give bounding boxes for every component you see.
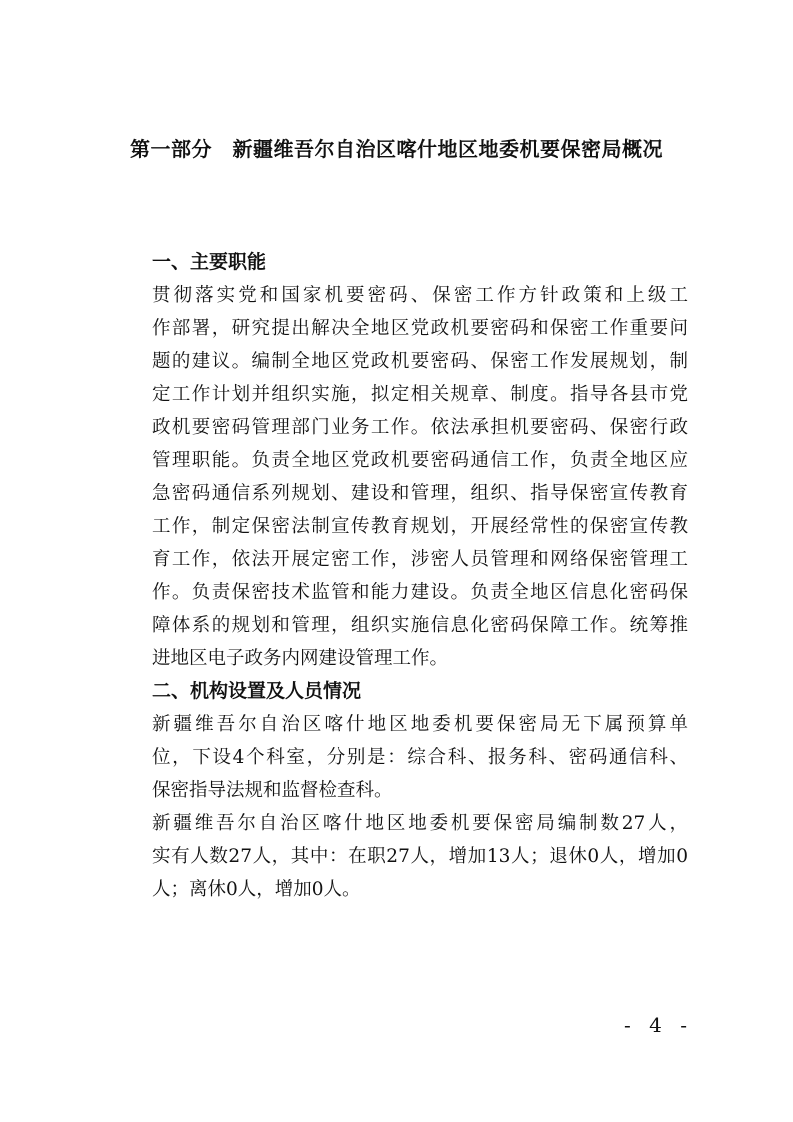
text-line: 工作，制定保密法制宣传教育规划，开展经常性的保密宣传教 [152,516,688,537]
paragraph-main-functions [116,279,688,675]
text-line: 政机要密码管理部门业务工作。依法承担机要密码、保密行政 [152,417,688,438]
paragraph-organization [116,708,688,807]
text-line: 题的建议。编制全地区党政机要密码、保密工作发展规划，制 [152,351,688,372]
text-line: 人；离休0人，增加0人。 [152,879,361,900]
text-line: 新疆维吾尔自治区喀什地区地委机要保密局无下属预算单 [152,714,688,735]
text-line: 进地区电子政务内网建设管理工作。 [152,648,449,669]
text-line: 保密指导法规和监督检查科。 [152,780,393,801]
section-heading-organization-staff: 二、机构设置及人员情况 [152,680,362,702]
document-title: 第一部分 新疆维吾尔自治区喀什地区地委机要保密局概况 [130,137,663,161]
text-line: 障体系的规划和管理，组织实施信息化密码保障工作。统筹推 [152,615,688,636]
text-line: 贯彻落实党和国家机要密码、保密工作方针政策和上级工 [152,285,688,306]
text-line: 作。负责保密技术监管和能力建设。负责全地区信息化密码保 [152,582,688,603]
text-line: 实有人数27人，其中：在职27人，增加13人；退休0人，增加0 [152,846,688,867]
paragraph-staffing [116,807,688,906]
text-line: 育工作，依法开展定密工作，涉密人员管理和网络保密管理工 [152,549,688,570]
text-line: 新疆维吾尔自治区喀什地区地委机要保密局编制数27人， [152,813,688,834]
section-heading-main-functions: 一、主要职能 [152,251,267,273]
text-line: 定工作计划并组织实施，拟定相关规章、制度。指导各县市党 [152,384,688,405]
document-body [116,246,688,906]
text-line: 位，下设4个科室，分别是：综合科、报务科、密码通信科、 [152,747,688,768]
text-line: 急密码通信系列规划、建设和管理，组织、指导保密宣传教育 [152,483,688,504]
text-line: 作部署，研究提出解决全地区党政机要密码和保密工作重要问 [152,318,688,339]
page-number: - 4 - [624,1013,693,1037]
text-line: 管理职能。负责全地区党政机要密码通信工作，负责全地区应 [152,450,688,471]
